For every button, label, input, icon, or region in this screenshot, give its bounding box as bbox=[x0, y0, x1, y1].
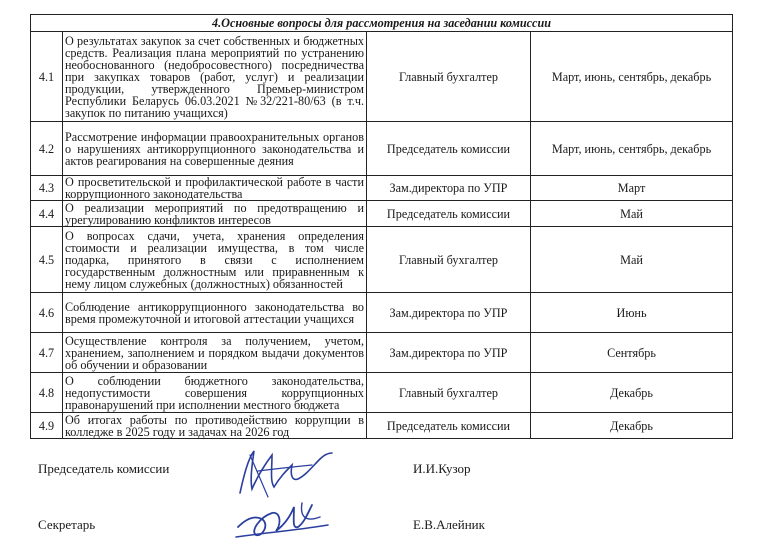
row-date: Март, июнь, сентябрь, декабрь bbox=[531, 32, 733, 122]
row-responsible: Председатель комиссии bbox=[367, 413, 531, 439]
row-date: Март bbox=[531, 176, 733, 201]
secretary-name: Е.В.Алейник bbox=[413, 517, 485, 532]
row-responsible: Главный бухгалтер bbox=[367, 32, 531, 122]
table-row bbox=[31, 413, 733, 439]
row-topic: Соблюдение антикоррупционного законодательства во время промежуточной и итоговой аттестации учащихся bbox=[63, 293, 367, 333]
table-row bbox=[31, 176, 733, 201]
row-date: Май bbox=[531, 201, 733, 227]
row-responsible: Зам.директора по УПР bbox=[367, 293, 531, 333]
section-header-row bbox=[31, 15, 733, 32]
row-number: 4.8 bbox=[31, 373, 63, 413]
row-topic: Об итогах работы по противодействию коррупции в колледже в 2025 году и задачах на 2026 год bbox=[63, 413, 367, 439]
row-number: 4.2 bbox=[31, 122, 63, 176]
table-row bbox=[31, 293, 733, 333]
plan-table bbox=[30, 14, 733, 439]
row-date: Декабрь bbox=[531, 373, 733, 413]
row-topic: О вопросах сдачи, учета, хранения определения стоимости и реализации имущества, в том числе подарка, принятого в связи с исполнением государственным должностным или приравненным к нему лицом служебных (должностных) обязанностей bbox=[63, 227, 367, 293]
chair-name: И.И.Кузор bbox=[413, 461, 471, 476]
row-number: 4.4 bbox=[31, 201, 63, 227]
chair-signature bbox=[228, 445, 338, 500]
row-topic: Рассмотрение информации правоохранительных органов о нарушениях антикоррупционного законодательства и актов реагирования на совершенные деяния bbox=[63, 122, 367, 176]
row-topic: О реализации мероприятий по предотвращению и урегулированию конфликтов интересов bbox=[63, 201, 367, 227]
row-number: 4.5 bbox=[31, 227, 63, 293]
row-responsible: Председатель комиссии bbox=[367, 122, 531, 176]
row-date: Декабрь bbox=[531, 413, 733, 439]
row-number: 4.9 bbox=[31, 413, 63, 439]
row-number: 4.3 bbox=[31, 176, 63, 201]
row-number: 4.7 bbox=[31, 333, 63, 373]
secretary-signature bbox=[232, 497, 332, 547]
row-date: Сентябрь bbox=[531, 333, 733, 373]
row-topic: О соблюдении бюджетного законодательства, недопустимости совершения коррупционных правонарушений при исполнении местного бюджета bbox=[63, 373, 367, 413]
table-row bbox=[31, 373, 733, 413]
row-responsible: Зам.директора по УПР bbox=[367, 333, 531, 373]
table-row bbox=[31, 333, 733, 373]
row-number: 4.1 bbox=[31, 32, 63, 122]
row-responsible: Председатель комиссии bbox=[367, 201, 531, 227]
row-topic: О просветительской и профилактической работе в части коррупционного законодательства bbox=[63, 176, 367, 201]
table-row bbox=[31, 201, 733, 227]
row-responsible: Зам.директора по УПР bbox=[367, 176, 531, 201]
secretary-label: Секретарь bbox=[38, 517, 96, 532]
row-responsible: Главный бухгалтер bbox=[367, 373, 531, 413]
row-date: Июнь bbox=[531, 293, 733, 333]
row-number: 4.6 bbox=[31, 293, 63, 333]
chair-label: Председатель комиссии bbox=[38, 461, 170, 476]
table-row bbox=[31, 227, 733, 293]
row-date: Май bbox=[531, 227, 733, 293]
section-title: 4.Основные вопросы для рассмотрения на заседании комиссии bbox=[31, 15, 733, 32]
row-responsible: Главный бухгалтер bbox=[367, 227, 531, 293]
row-topic: О результатах закупок за счет собственных и бюджетных средств. Реализация плана мероприятий по устранению необоснованного (недобросовестного) посредничества при закупках товаров (работ, услуг) и реализации продукции, утвержденного Премьер-министром Республики Беларусь 06.03.2021 №32/221-80/63 (в т.ч. закупок по питанию учащихся) bbox=[63, 32, 367, 122]
row-date: Март, июнь, сентябрь, декабрь bbox=[531, 122, 733, 176]
table-row bbox=[31, 32, 733, 122]
table-row bbox=[31, 122, 733, 176]
row-topic: Осуществление контроля за получением, учетом, хранением, заполнением и порядком выдачи документов об обучении и образовании bbox=[63, 333, 367, 373]
